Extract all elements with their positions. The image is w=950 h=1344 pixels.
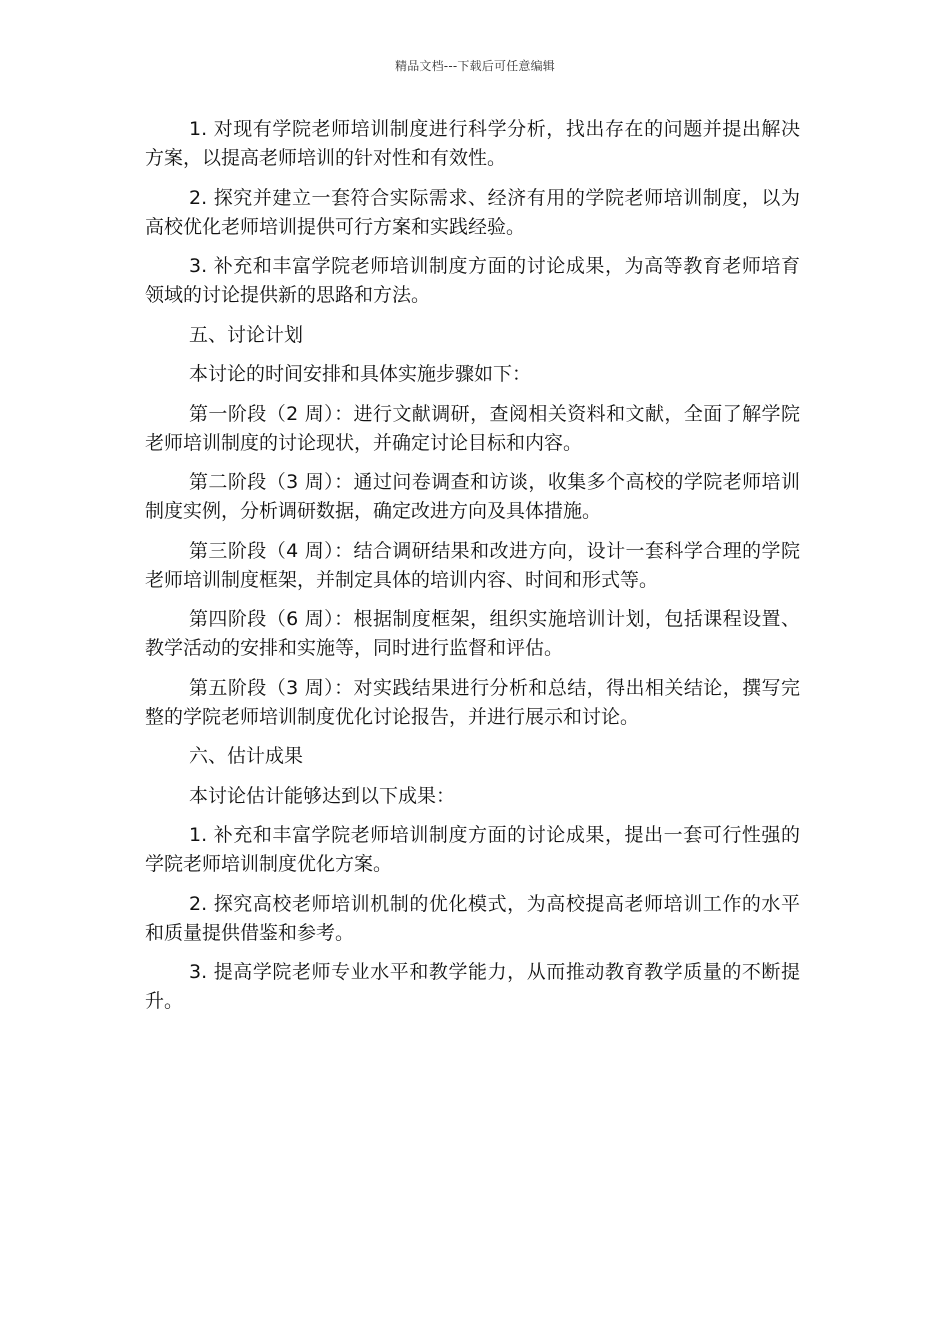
- page-header: 精品文档---下载后可任意编辑: [395, 59, 555, 73]
- section-heading-plan: 五、讨论计划: [189, 323, 304, 346]
- phase-2-paragraph: 第二阶段（3 周）：通过问卷调查和访谈，收集多个高校的学院老师培训制度实例，分析调研数据，确定改进方向及具体措施。: [145, 471, 800, 522]
- objective-1-paragraph: 1. 对现有学院老师培训制度进行科学分析，找出存在的问题并提出解决方案，以提高老师培训的针对性和有效性。: [145, 118, 800, 169]
- outcome-3-paragraph: 3. 提高学院老师专业水平和教学能力，从而推动教育教学质量的不断提升。: [145, 961, 800, 1012]
- outcomes-intro-paragraph: 本讨论估计能够达到以下成果：: [189, 784, 456, 807]
- phase-3-paragraph: 第三阶段（4 周）：结合调研结果和改进方向，设计一套科学合理的学院老师培训制度框架，并制定具体的培训内容、时间和形式等。: [145, 539, 800, 591]
- plan-intro-paragraph: 本讨论的时间安排和具体实施步骤如下：: [189, 363, 532, 385]
- section-heading-outcomes: 六、估计成果: [189, 745, 304, 767]
- outcome-2-paragraph: 2. 探究高校老师培训机制的优化模式，为高校提高老师培训工作的水平和质量提供借鉴和参考。: [145, 892, 800, 944]
- objective-3-paragraph: 3. 补充和丰富学院老师培训制度方面的讨论成果，为高等教育老师培育领域的讨论提供新的思路和方法。: [145, 255, 800, 306]
- phase-1-paragraph: 第一阶段（2 周）：进行文献调研，查阅相关资料和文献，全面了解学院老师培训制度的讨论现状，并确定讨论目标和内容。: [145, 402, 800, 454]
- document-body: [145, 115, 800, 1027]
- outcome-1-paragraph: 1. 补充和丰富学院老师培训制度方面的讨论成果，提出一套可行性强的学院老师培训制度优化方案。: [145, 824, 800, 875]
- phase-5-paragraph: 第五阶段（3 周）：对实践结果进行分析和总结，得出相关结论，撰写完整的学院老师培训制度优化讨论报告，并进行展示和讨论。: [145, 676, 800, 728]
- phase-4-paragraph: 第四阶段（6 周）：根据制度框架，组织实施培训计划，包括课程设置、教学活动的安排和实施等，同时进行监督和评估。: [145, 608, 800, 659]
- objective-2-paragraph: 2. 探究并建立一套符合实际需求、经济有用的学院老师培训制度，以为高校优化老师培训提供可行方案和实践经验。: [145, 186, 800, 238]
